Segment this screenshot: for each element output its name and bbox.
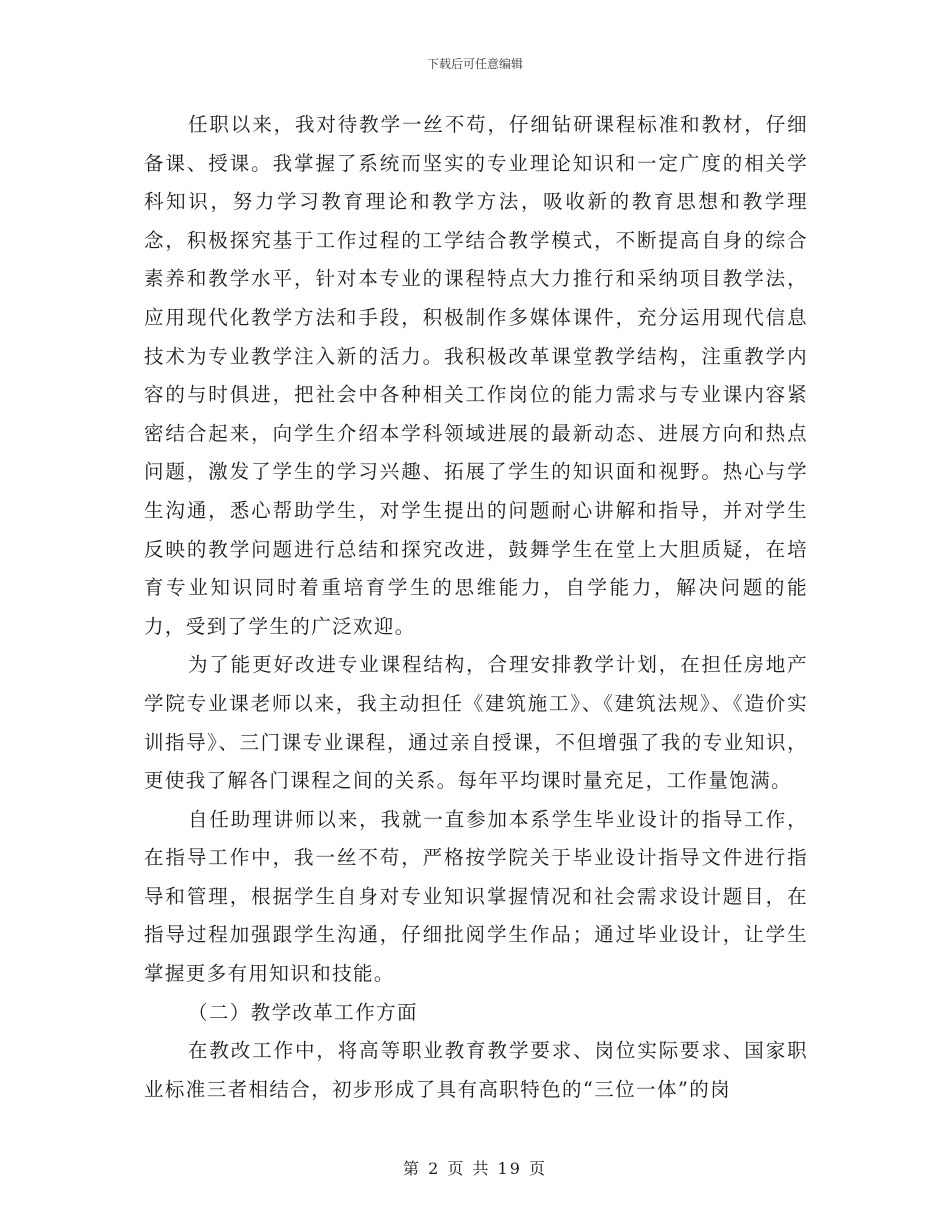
- paragraph-graduation-design: 自任助理讲师以来，我就一直参加本系学生毕业设计的指导工作，在指导工作中，我一丝不苟，严格按学院关于毕业设计指导文件进行指导和管理，根据学生自身对专业知识掌握情况和社会需求设计题目，在指导过程加强跟学生沟通，仔细批阅学生作品；通过毕业设计，让学生掌握更多有用知识和技能。: [144, 807, 808, 986]
- paragraph-teaching-reform: 在教改工作中，将高等职业教育教学要求、岗位实际要求、国家职业标准三者相结合，初步形成了具有高职特色的“三位一体”的岗: [144, 1039, 808, 1101]
- document-body: [144, 106, 808, 1109]
- page-number-footer: 第 2 页 共 19 页: [403, 1159, 547, 1178]
- paragraph-course-structure: 为了能更好改进专业课程结构，合理安排教学计划，在担任房地产学院专业课老师以来，我主动担任《建筑施工》、《建筑法规》、《造价实训指导》、三门课专业课程，通过亲自授课，不但增强了我的专业知识，更使我了解各门课程之间的关系。每年平均课时量充足，工作量饱满。: [144, 653, 808, 793]
- section-heading-teaching-reform: （二）教学改革工作方面: [188, 1000, 418, 1024]
- paragraph-teaching-work: 任职以来，我对待教学一丝不苟，仔细钻研课程标准和教材，仔细备课、授课。我掌握了系统而坚实的专业理论知识和一定广度的相关学科知识，努力学习教育理论和教学方法，吸收新的教育思想和教学理念，积极探究基于工作过程的工学结合教学模式，不断提高自身的综合素养和教学水平，针对本专业的课程特点大力推行和采纳项目教学法，应用现代化教学方法和手段，积极制作多媒体课件，充分运用现代信息技术为专业教学注入新的活力。我积极改革课堂教学结构，注重教学内容的与时俱进，把社会中各种相关工作岗位的能力需求与专业课内容紧密结合起来，向学生介绍本学科领域进展的最新动态、进展方向和热点问题，激发了学生的学习兴趣、拓展了学生的知识面和视野。热心与学生沟通，悉心帮助学生，对学生提出的问题耐心讲解和指导，并对学生反映的教学问题进行总结和探究改进，鼓舞学生在堂上大胆质疑，在培育专业知识同时着重培育学生的思维能力，自学能力，解决问题的能力，受到了学生的广泛欢迎。: [144, 113, 808, 638]
- page-header-note: 下载后可任意编辑: [426, 57, 523, 71]
